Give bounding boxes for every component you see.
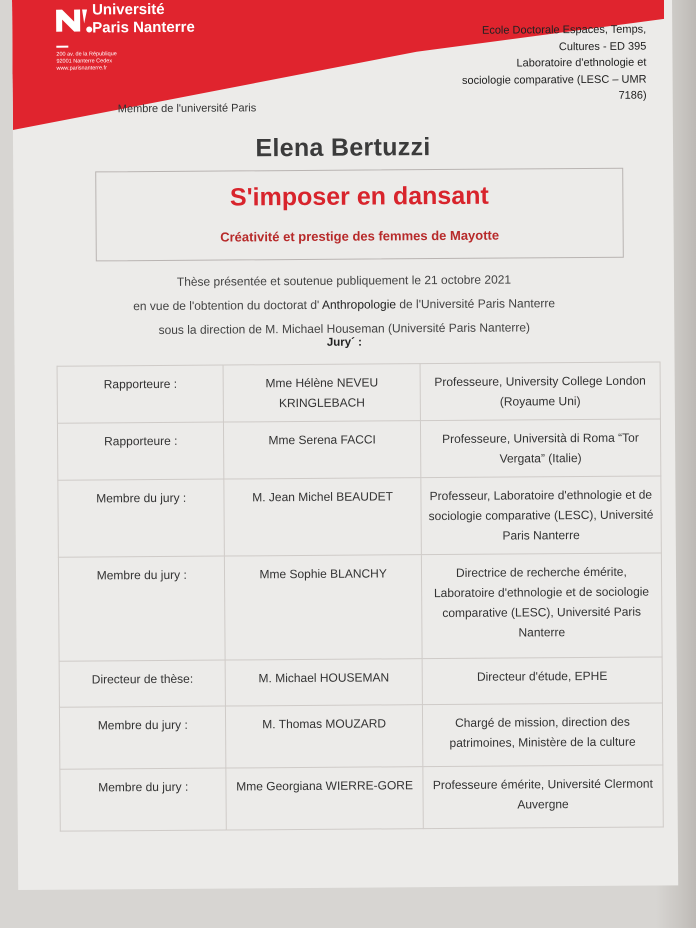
jury-affiliation: Professeur, Laboratoire d'ethnologie et de sociologie comparative (LESC), Université Paris Nanterre bbox=[421, 476, 662, 555]
jury-affiliation: Professeure, Università di Roma “Tor Vergata” (Italie) bbox=[420, 419, 661, 478]
jury-name: Mme Hélène NEVEU KRINGLEBACH bbox=[224, 364, 421, 422]
logo-divider bbox=[56, 46, 68, 48]
university-address bbox=[56, 51, 166, 73]
address-line: 200 av. de la République bbox=[56, 51, 117, 58]
jury-affiliation: Professeure émérite, Université Clermont Auvergne bbox=[423, 765, 664, 829]
discipline: Anthropologie bbox=[321, 297, 397, 312]
school-line: sociologie comparative (LESC – UMR bbox=[461, 73, 647, 87]
jury-role: Directeur de thèse: bbox=[59, 660, 226, 707]
member-university-line: Membre de l'université Paris bbox=[117, 102, 257, 116]
document-page bbox=[12, 0, 678, 890]
jury-name: Mme Sophie BLANCHY bbox=[225, 555, 422, 660]
address-line: 92001 Nanterre Cedex bbox=[56, 58, 113, 65]
jury-role: Rapporteure : bbox=[57, 365, 224, 423]
table-row bbox=[57, 419, 660, 480]
jury-affiliation: Chargé de mission, direction des patrimoines, Ministère de la culture bbox=[422, 703, 663, 767]
jury-role: Membre du jury : bbox=[58, 479, 225, 557]
school-line: Cultures - ED 395 bbox=[558, 40, 647, 53]
logo-text-paris-nanterre: Paris Nanterre bbox=[92, 18, 195, 37]
author-name: Elena Bertuzzi bbox=[255, 133, 431, 163]
jury-name: M. Michael HOUSEMAN bbox=[226, 659, 423, 706]
jury-role: Membre du jury : bbox=[58, 556, 225, 661]
table-row bbox=[60, 765, 663, 831]
defense-date-line: Thèse présentée et soutenue publiquement le 21 octobre 2021 bbox=[176, 272, 512, 289]
supervisor-line: sous la direction de M. Michael Houseman (Université Paris Nanterre) bbox=[158, 320, 531, 337]
doctorate-line bbox=[14, 295, 674, 314]
thesis-title: S'imposer en dansant bbox=[229, 181, 489, 212]
jury-role: Rapporteure : bbox=[57, 422, 224, 480]
jury-table bbox=[57, 361, 664, 831]
doctoral-school-block bbox=[411, 22, 647, 106]
jury-affiliation: Directeur d'étude, EPHE bbox=[422, 657, 663, 705]
table-row bbox=[58, 553, 662, 661]
jury-name: Mme Georgiana WIERRE-GORE bbox=[226, 767, 423, 830]
jury-affiliation: Directrice de recherche émérite, Laboratoire d'ethnologie et de sociologie comparative (LESC), Université Paris Nanterre bbox=[421, 553, 662, 659]
doctorate-suffix: de l'Université Paris Nanterre bbox=[395, 296, 556, 312]
jury-name: M. Thomas MOUZARD bbox=[226, 705, 423, 768]
school-line: Laboratoire d'ethnologie et bbox=[516, 56, 647, 70]
jury-name: Mme Serena FACCI bbox=[224, 421, 421, 479]
address-line: www.parisnanterre.fr bbox=[56, 65, 107, 72]
school-line: 7186) bbox=[618, 89, 647, 102]
jury-role: Membre du jury : bbox=[60, 768, 227, 831]
logo-text-universite: Université bbox=[92, 0, 165, 19]
title-box bbox=[95, 168, 624, 262]
table-row bbox=[59, 657, 662, 707]
jury-affiliation: Professeure, University College London (Royaume Uni) bbox=[420, 362, 661, 421]
thesis-subtitle: Créativité et prestige des femmes de Mayotte bbox=[220, 227, 500, 245]
table-row bbox=[58, 476, 662, 557]
jury-role: Membre du jury : bbox=[59, 706, 226, 769]
school-line: Ecole Doctorale Espaces, Temps, bbox=[481, 23, 647, 37]
university-logo-icon bbox=[54, 5, 88, 35]
jury-heading: Jury´ : bbox=[326, 336, 363, 349]
table-row bbox=[59, 703, 662, 769]
doctorate-prefix: en vue de l'obtention du doctorat d' bbox=[133, 297, 322, 314]
table-row bbox=[57, 362, 660, 423]
jury-name: M. Jean Michel BEAUDET bbox=[224, 478, 421, 556]
